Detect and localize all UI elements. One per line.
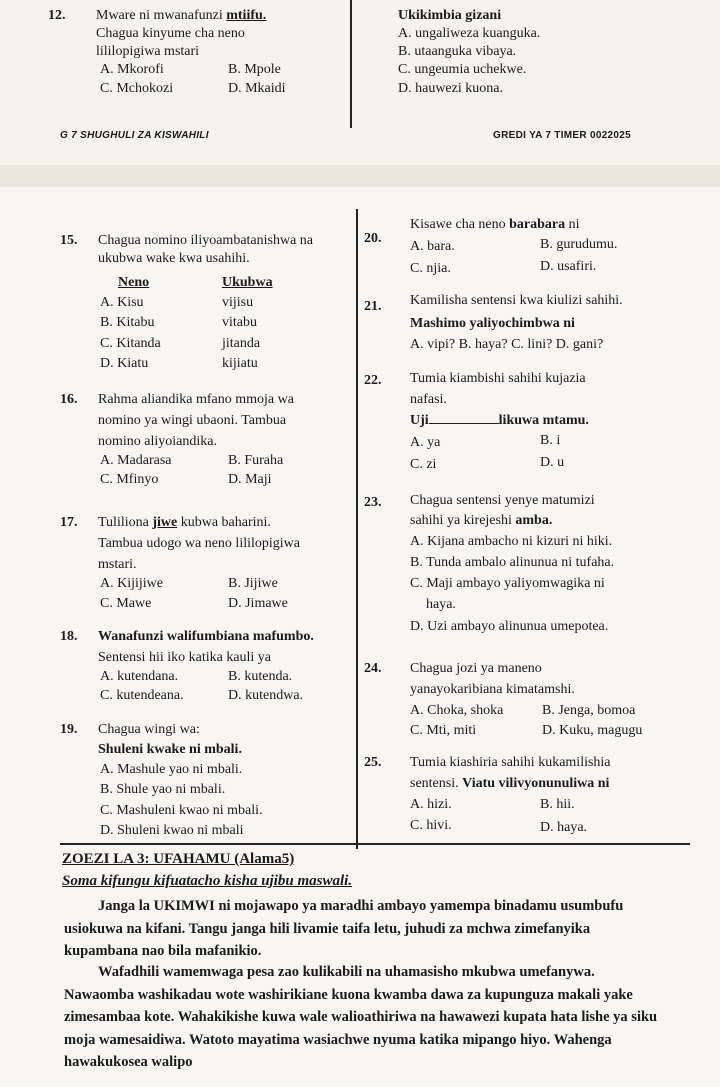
q23-option-a: A. Kijana ambacho ni kizuri ni hiki.	[410, 534, 613, 549]
q23-number: 23.	[364, 495, 382, 510]
q25-option-a: A. hizi.	[410, 797, 452, 812]
q22-line2: nafasi.	[410, 392, 447, 407]
q18-line2: Sentensi hii iko katika kauli ya	[98, 650, 272, 665]
section-divider	[60, 843, 690, 845]
q17-option-b: B. Jijiwe	[228, 576, 278, 591]
q17-option-c: C. Mawe	[100, 596, 152, 611]
q15-option-a: A. Kisu	[100, 295, 144, 310]
q19-number: 19.	[60, 722, 78, 737]
fill-blank	[429, 413, 499, 424]
q12-title: Mware ni mwanafunzi mtiifu.	[96, 8, 267, 23]
q12-option-b: B. Mpole	[228, 62, 281, 77]
q22-option-b: B. i	[540, 433, 561, 448]
q12-option-a: A. Mkorofi	[100, 62, 164, 77]
q20-option-b: B. gurudumu.	[540, 237, 618, 252]
footer-left: G 7 SHUGHULI ZA KISWAHILI	[60, 130, 209, 141]
q19-option-d: D. Shuleni kwao ni mbali	[100, 823, 244, 838]
q22-option-a: A. ya	[410, 435, 441, 450]
q25-option-b: B. hii.	[540, 797, 575, 812]
q17-line3: mstari.	[98, 557, 137, 572]
q18-option-a: A. kutendana.	[100, 669, 179, 684]
q16-option-d: D. Maji	[228, 472, 272, 487]
q15-option-c-ukubwa: jitanda	[222, 336, 261, 351]
q20-option-d: D. usafiri.	[540, 259, 597, 274]
q22-number: 22.	[364, 373, 382, 388]
q16-line1: Rahma aliandika mfano mmoja wa	[98, 392, 294, 407]
q13-option-a: A. ungaliweza kuanguka.	[398, 26, 541, 41]
q25-line2: sentensi. Viatu vilivyonunuliwa ni	[410, 776, 610, 791]
q22-option-c: C. zi	[410, 457, 437, 472]
q19-option-c: C. Mashuleni kwao ni mbali.	[100, 803, 263, 818]
q19-line2: Shuleni kwake ni mbali.	[98, 742, 242, 757]
q15-option-a-ukubwa: vijisu	[222, 295, 254, 310]
q24-line1: Chagua jozi ya maneno	[410, 661, 542, 676]
q22-line3: Uji likuwa mtamu.	[410, 413, 589, 428]
q18-line1: Wanafunzi walifumbiana mafumbo.	[98, 629, 314, 644]
q15-option-d-ukubwa: kijiatu	[222, 356, 258, 371]
q15-number: 15.	[60, 233, 78, 248]
q19-option-b: B. Shule yao ni mbali.	[100, 782, 226, 797]
q24-option-c: C. Mti, miti	[410, 723, 477, 738]
q23-line2: sahihi ya kirejeshi amba.	[410, 513, 553, 528]
q21-number: 21.	[364, 299, 382, 314]
passage-paragraph-1: Janga la UKIMWI ni mojawapo ya maradhi ambayo yamempa binadamu usumbufu usiokuwa na kifani. Tangu janga hili livamie taifa letu, juhudi za mchwa zimefanyika kupambana nao bila mafanikio.	[64, 898, 624, 959]
q16-option-a: A. Madarasa	[100, 453, 172, 468]
q15-column-neno: Neno	[118, 275, 150, 290]
q15-option-c: C. Kitanda	[100, 336, 161, 351]
q23-line1: Chagua sentensi yenye matumizi	[410, 493, 595, 508]
footer-right: GREDI YA 7 TIMER 0022025	[493, 130, 632, 141]
q16-number: 16.	[60, 392, 78, 407]
q25-option-c: C. hivi.	[410, 818, 452, 833]
q24-number: 24.	[364, 661, 382, 676]
q13-title: Ukikimbia gizani	[398, 8, 502, 23]
q23-option-b: B. Tunda ambalo alinunua ni tufaha.	[410, 555, 615, 570]
q20-option-c: C. njia.	[410, 261, 451, 276]
q23-option-d: D. Uzi ambayo alinunua umepotea.	[410, 619, 609, 634]
section3-heading: ZOEZI LA 3: UFAHAMU (Alama5)	[62, 851, 295, 867]
previous-page	[0, 0, 720, 165]
q18-option-c: C. kutendeana.	[100, 688, 184, 703]
q12-instruction-1: Chagua kinyume cha neno	[96, 26, 245, 41]
q19-option-a: A. Mashule yao ni mbali.	[100, 762, 243, 777]
q12-option-d: D. Mkaidi	[228, 81, 286, 96]
q24-option-d: D. Kuku, magugu	[542, 723, 643, 738]
q12-instruction-2: lililopigiwa mstari	[96, 44, 200, 59]
q15-option-b: B. Kitabu	[100, 315, 155, 330]
q13-option-c: C. ungeumia uchekwe.	[398, 62, 527, 77]
column-divider	[356, 209, 358, 849]
q24-line2: yanayokaribiana kimatamshi.	[410, 682, 575, 697]
q22-line1: Tumia kiambishi sahihi kujazia	[410, 371, 586, 386]
q15-column-ukubwa: Ukubwa	[222, 275, 273, 290]
q23-option-c: C. Maji ambayo yaliyomwagika ni	[410, 576, 605, 591]
q25-line1: Tumia kiashiria sahihi kukamilishia	[410, 755, 611, 770]
q25-option-d: D. haya.	[540, 820, 588, 835]
q13-option-d: D. hauwezi kuona.	[398, 81, 503, 96]
q21-options: A. vipi? B. haya? C. lini? D. gani?	[410, 337, 604, 352]
q12-number: 12.	[48, 8, 66, 23]
q24-option-b: B. Jenga, bomoa	[542, 703, 636, 718]
q15-option-d: D. Kiatu	[100, 356, 149, 371]
q18-number: 18.	[60, 629, 78, 644]
q20-line1: Kisawe cha neno barabara ni	[410, 217, 580, 232]
q15-option-b-ukubwa: vitabu	[222, 315, 257, 330]
q18-option-b: B. kutenda.	[228, 669, 293, 684]
q15-line2: ukubwa wake kwa usahihi.	[98, 251, 250, 266]
q17-option-d: D. Jimawe	[228, 596, 288, 611]
q20-number: 20.	[364, 231, 382, 246]
page-gap	[0, 165, 720, 187]
q16-option-c: C. Mfinyo	[100, 472, 159, 487]
exam-page	[0, 187, 720, 1087]
q13-option-b: B. utaanguka vibaya.	[398, 44, 517, 59]
q25-number: 25.	[364, 755, 382, 770]
column-divider-top	[350, 0, 352, 128]
q17-option-a: A. Kijijiwe	[100, 576, 163, 591]
q17-number: 17.	[60, 515, 78, 530]
q16-option-b: B. Furaha	[228, 453, 284, 468]
q19-line1: Chagua wingi wa:	[98, 722, 200, 737]
q17-line2: Tambua udogo wa neno lililopigiwa	[98, 536, 300, 551]
q16-line2: nomino ya wingi ubaoni. Tambua	[98, 413, 287, 428]
q16-line3: nomino aliyoiandika.	[98, 434, 217, 449]
q21-line2: Mashimo yaliyochimbwa ni	[410, 316, 575, 331]
q12-option-c: C. Mchokozi	[100, 81, 174, 96]
q15-line1: Chagua nomino iliyoambatanishwa na	[98, 233, 314, 248]
q18-option-d: D. kutendwa.	[228, 688, 304, 703]
q23-option-c-cont: haya.	[426, 597, 456, 612]
q20-option-a: A. bara.	[410, 239, 455, 254]
q17-line1: Tuliliona jiwe kubwa baharini.	[98, 515, 271, 530]
passage-paragraph-2: Wafadhili wamemwaga pesa zao kulikabili na uhamasisho mkubwa umefanywa. Nawaomba washikadau wote washirikiane kuona kwamba dawa za kupunguza makali yake zimesambaa kote. Wahakikishe kuwa wale walioathiriwa na hawawezi kupata hata lishe ya siku moja wamesaidiwa. Watoto mayatima wasiachwe nyuma katika mipango hiyo. Wahenga hawakukosea walipo	[64, 964, 658, 1070]
q22-option-d: D. u	[540, 455, 565, 470]
q21-line1: Kamilisha sentensi kwa kiulizi sahihi.	[410, 293, 623, 308]
q24-option-a: A. Choka, shoka	[410, 703, 504, 718]
section3-instruction: Soma kifungu kifuatacho kisha ujibu maswali.	[62, 873, 353, 889]
